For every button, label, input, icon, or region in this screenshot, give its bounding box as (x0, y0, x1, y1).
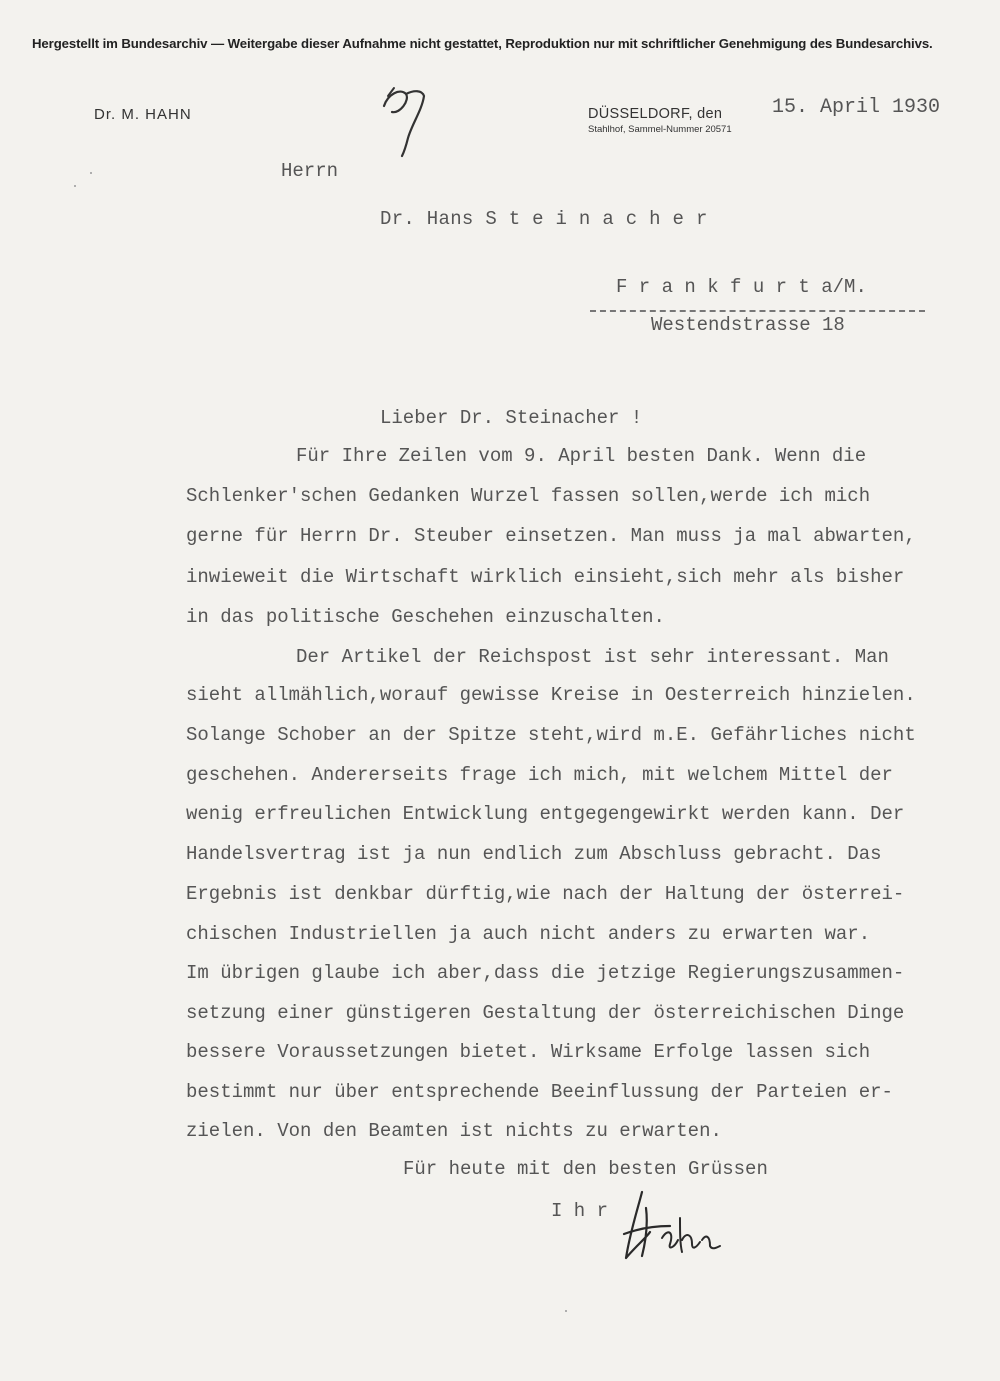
paper-speck (90, 172, 92, 174)
body-line: Für Ihre Zeilen vom 9. April besten Dank. Wenn die (296, 445, 867, 467)
letter-date: 15. April 1930 (772, 96, 941, 119)
recipient-city: F r a n k f u r t a/M. (616, 276, 867, 298)
body-line: setzung einer günstigeren Gestaltung der österreichischen Dinge (186, 1002, 905, 1024)
recipient-street: Westendstrasse 18 (651, 314, 845, 336)
body-line: bestimmt nur über entsprechende Beeinflussung der Parteien er- (186, 1081, 893, 1103)
letterhead-phone: Stahlhof, Sammel-Nummer 20571 (588, 124, 732, 135)
body-line: Im übrigen glaube ich aber,dass die jetzige Regierungszusammen- (186, 962, 905, 984)
letterhead-place: DÜSSELDORF, den (588, 106, 723, 122)
handwritten-signature (616, 1188, 726, 1268)
address-divider (590, 310, 925, 312)
body-line: gerne für Herrn Dr. Steuber einsetzen. Man muss ja mal abwarten, (186, 525, 916, 547)
body-line: in das politische Geschehen einzuschalten. (186, 606, 665, 628)
letter-closing: Für heute mit den besten Grüssen (403, 1158, 768, 1180)
paper-speck (74, 185, 76, 187)
recipient-name: Dr. Hans S t e i n a c h e r (380, 208, 708, 230)
body-line: geschehen. Andererseits frage ich mich, mit welchem Mittel der (186, 764, 893, 786)
letter-sign-off: I h r (551, 1200, 609, 1222)
address-salutation: Herrn (281, 160, 339, 182)
body-line: Handelsvertrag ist ja nun endlich zum Abschluss gebracht. Das (186, 843, 882, 865)
paper-speck (565, 1310, 567, 1312)
body-line: wenig erfreulichen Entwicklung entgegengewirkt werden kann. Der (186, 803, 905, 825)
letterhead-sender: Dr. M. HAHN (94, 106, 192, 123)
body-line: zielen. Von den Beamten ist nichts zu erwarten. (186, 1120, 722, 1142)
body-line: chischen Industriellen ja auch nicht anders zu erwarten war. (186, 923, 871, 945)
body-line: Ergebnis ist denkbar dürftig,wie nach der Haltung der österrei- (186, 883, 905, 905)
archive-notice: Hergestellt im Bundesarchiv — Weitergabe dieser Aufnahme nicht gestattet, Reproduktion nur mit schriftlicher Genehmigung des Bundesarchivs. (32, 36, 933, 51)
body-line: sieht allmählich,worauf gewisse Kreise in Oesterreich hinzielen. (186, 684, 916, 706)
body-line: bessere Voraussetzungen bietet. Wirksame Erfolge lassen sich (186, 1041, 871, 1063)
body-line: Solange Schober an der Spitze steht,wird m.E. Gefährliches nicht (186, 724, 916, 746)
handwritten-initial-mark (378, 84, 432, 160)
letter-greeting: Lieber Dr. Steinacher ! (380, 407, 643, 429)
body-line: inwieweit die Wirtschaft wirklich einsieht,sich mehr als bisher (186, 566, 905, 588)
body-line: Der Artikel der Reichspost ist sehr interessant. Man (296, 646, 889, 668)
body-line: Schlenker'schen Gedanken Wurzel fassen sollen,werde ich mich (186, 485, 871, 507)
